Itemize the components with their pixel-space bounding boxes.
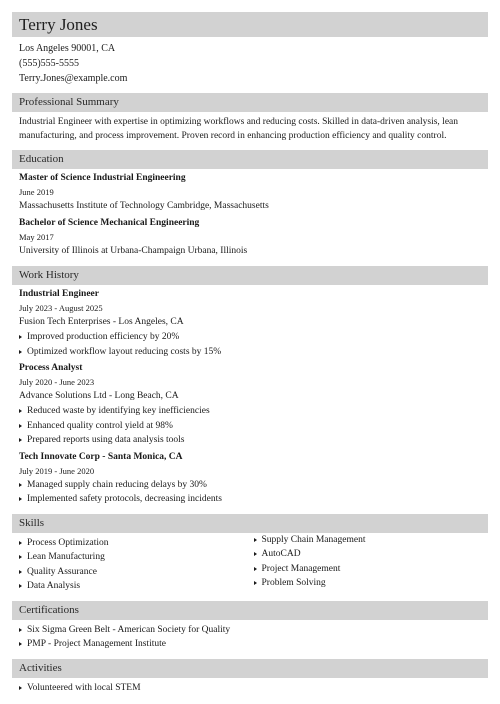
education-section (12, 150, 488, 259)
skill-item: Supply Chain Management (254, 533, 489, 548)
bullet-icon (19, 483, 22, 487)
skills-heading: Skills (12, 514, 488, 533)
contact-address: Los Angeles 90001, CA (19, 43, 116, 54)
certification-item: Six Sigma Green Belt - American Society for Quality (19, 623, 488, 638)
bullet-icon (19, 584, 22, 588)
job-title: Industrial Engineer (19, 289, 99, 299)
bullet-icon (19, 497, 22, 501)
job-company: Advance Solutions Ltd - Long Beach, CA (19, 391, 179, 401)
skill-item: AutoCAD (254, 547, 489, 562)
job-bullet: Improved production efficiency by 20% (19, 330, 488, 345)
bullet-icon (19, 424, 22, 428)
bullet-icon (254, 567, 257, 571)
skill-item: Data Analysis (19, 579, 254, 594)
job-date: July 2019 - June 2020 (19, 465, 95, 476)
bullet-icon (254, 581, 257, 585)
summary-section (12, 93, 488, 143)
bullet-icon (19, 570, 22, 574)
bullet-icon (19, 642, 22, 646)
work-section (12, 266, 488, 507)
work-list (12, 287, 488, 507)
bullet-icon (19, 409, 22, 413)
activities-list (12, 681, 488, 696)
certification-item: PMP - Project Management Institute (19, 637, 488, 652)
job-bullets (19, 330, 488, 359)
job-bullet: Managed supply chain reducing delays by 30% (19, 478, 488, 493)
summary-heading: Professional Summary (12, 93, 488, 112)
bullet-icon (254, 538, 257, 542)
bullet-icon (19, 350, 22, 354)
job-date: July 2020 - June 2023 (19, 377, 95, 387)
skills-column-left (19, 536, 254, 594)
activities-heading: Activities (12, 659, 488, 678)
skills-grid (12, 536, 488, 594)
job-company: Fusion Tech Enterprises - Los Angeles, CA (19, 317, 184, 327)
certifications-heading: Certifications (12, 601, 488, 620)
activities-section (12, 659, 488, 696)
skill-item: Process Optimization (19, 536, 254, 551)
bullet-icon (19, 541, 22, 545)
education-heading: Education (12, 150, 488, 169)
contact-phone: (555)555-5555 (19, 58, 79, 69)
education-degree: Master of Science Industrial Engineering (19, 173, 186, 183)
education-school: Massachusetts Institute of Technology Cambridge, Massachusetts (19, 201, 269, 211)
bullet-icon (19, 438, 22, 442)
candidate-name: Terry Jones (12, 12, 488, 37)
job-title: Process Analyst (19, 363, 83, 373)
job-title: Tech Innovate Corp - Santa Monica, CA (19, 451, 183, 462)
job-bullets (19, 404, 488, 448)
job-bullet: Implemented safety protocols, decreasing incidents (19, 492, 488, 507)
education-date: May 2017 (19, 232, 54, 242)
bullet-icon (19, 335, 22, 339)
summary-text: Industrial Engineer with expertise in optimizing workflows and reducing costs. Skilled in data-driven analysis, lean manufacturing, and process improvement. Proven record in enhancing production efficiency and quality control. (19, 117, 459, 141)
certifications-section (12, 601, 488, 652)
job-bullet: Reduced waste by identifying key inefficiencies (19, 404, 488, 419)
activity-item: Volunteered with local STEM (19, 681, 488, 696)
work-heading: Work History (12, 266, 488, 285)
job-bullet: Optimized workflow layout reducing costs by 15% (19, 345, 488, 360)
education-list (12, 171, 488, 259)
bullet-icon (19, 628, 22, 632)
job-date: July 2023 - August 2025 (19, 303, 103, 313)
skill-item: Quality Assurance (19, 565, 254, 580)
certifications-list (12, 623, 488, 652)
job-bullet: Enhanced quality control yield at 98% (19, 419, 488, 434)
skills-section (12, 514, 488, 594)
education-school: University of Illinois at Urbana-Champaign Urbana, Illinois (19, 246, 248, 256)
education-degree: Bachelor of Science Mechanical Engineering (19, 218, 200, 228)
bullet-icon (19, 686, 22, 690)
skill-item: Project Management (254, 562, 489, 577)
job-bullets (19, 478, 488, 507)
skill-item: Problem Solving (254, 576, 489, 591)
job-bullet: Prepared reports using data analysis tools (19, 433, 488, 448)
skill-item: Lean Manufacturing (19, 550, 254, 565)
skills-column-right (254, 533, 489, 594)
bullet-icon (254, 552, 257, 556)
contact-block (12, 41, 488, 86)
contact-email: Terry.Jones@example.com (19, 73, 128, 84)
education-date: June 2019 (19, 187, 54, 197)
bullet-icon (19, 555, 22, 559)
